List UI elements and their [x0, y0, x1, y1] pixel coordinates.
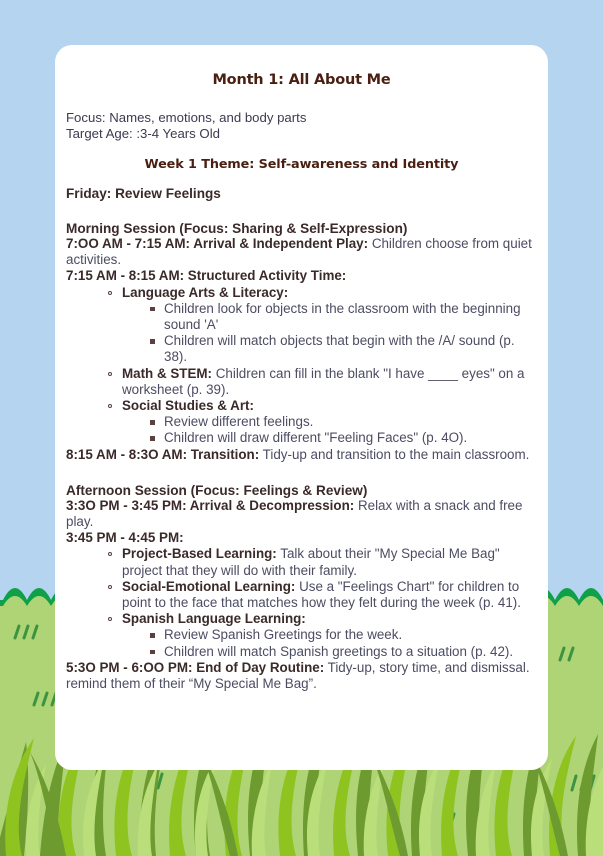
- activity-sublist-item: Children will match objects that begin with the /A/ sound (p. 38).: [150, 333, 539, 365]
- meta-block: [64, 110, 539, 141]
- activity-sublist: [122, 414, 539, 446]
- activity-detail: Children can fill in the blank "I have ____ eyes" on a worksheet (p. 39).: [122, 365, 525, 397]
- activity-detail: Use a "Feelings Chart" for children to point to the face that matches how they felt during the week (p. 41).: [122, 578, 521, 611]
- week-theme: Week 1 Theme: Self-awareness and Identity: [144, 157, 459, 172]
- focus-line: Focus: Names, emotions, and body parts: [66, 110, 307, 125]
- activity-subject: Math & STEM:: [122, 365, 213, 381]
- activity-list: [64, 285, 539, 447]
- schedule-entry-time: 7:OO AM - 7:15 AM: Arrival & Independent Play:: [66, 236, 369, 251]
- activity-list-item: [108, 366, 539, 398]
- schedule-entry: [66, 530, 539, 546]
- activity-subject: Social Studies & Art:: [122, 398, 254, 414]
- activity-sublist-item: Children look for objects in the classroom with the beginning sound 'A': [150, 301, 539, 333]
- sessions-container: [64, 221, 539, 692]
- activity-sublist-item: Children will draw different "Feeling Faces" (p. 4O).: [150, 430, 539, 446]
- activity-list-item: [108, 546, 539, 578]
- schedule-entry-time: 8:15 AM - 8:3O AM: Transition:: [66, 446, 260, 462]
- activity-subject: Social-Emotional Learning:: [122, 578, 296, 594]
- schedule-entry: [66, 268, 539, 284]
- day-title: Friday: Review Feelings: [66, 186, 221, 201]
- activity-list: [64, 546, 539, 659]
- page-title: Month 1: All About Me: [212, 72, 391, 88]
- document-card: [55, 45, 548, 770]
- schedule-entry-detail: Tidy-up and transition to the main classroom.: [259, 446, 530, 462]
- schedule-entry: [66, 660, 539, 692]
- activity-subject: Language Arts & Literacy:: [122, 284, 289, 300]
- schedule-entry-time: 3:3O PM - 3:45 PM: Arrival & Decompression:: [66, 497, 355, 513]
- schedule-entry-detail: Tidy-up, story time, and dismissal. remind them of their “My Special Me Bag”.: [66, 659, 530, 692]
- schedule-entry: [66, 236, 539, 268]
- session-heading: Afternoon Session (Focus: Feelings & Review): [66, 482, 368, 498]
- activity-sublist: [122, 301, 539, 366]
- activity-sublist-item: Review different feelings.: [150, 414, 539, 430]
- session-heading: Morning Session (Focus: Sharing & Self-Expression): [66, 221, 408, 236]
- activity-sublist-item: Children will match Spanish greetings to a situation (p. 42).: [150, 644, 539, 660]
- schedule-entry: [66, 498, 539, 530]
- activity-list-item: [108, 611, 539, 660]
- schedule-entry: [66, 447, 539, 463]
- schedule-entry-detail: Children choose from quiet activities.: [66, 236, 532, 268]
- activity-list-item: [108, 285, 539, 366]
- activity-subject: Project-Based Learning:: [122, 546, 277, 562]
- schedule-entry-detail: Relax with a snack and free play.: [66, 497, 523, 530]
- activity-detail: Talk about their "My Special Me Bag" project that they will do with their family.: [122, 546, 500, 578]
- target-age-line: Target Age: :3-4 Years Old: [66, 125, 220, 141]
- activity-sublist: [122, 627, 539, 659]
- schedule-entry-time: 5:3O PM - 6:OO PM: End of Day Routine:: [66, 659, 325, 675]
- activity-sublist-item: Review Spanish Greetings for the week.: [150, 627, 539, 643]
- activity-subject: Spanish Language Learning:: [122, 611, 306, 627]
- activity-list-item: [108, 398, 539, 447]
- schedule-entry-time: 7:15 AM - 8:15 AM: Structured Activity Time:: [66, 268, 347, 284]
- activity-list-item: [108, 579, 539, 611]
- schedule-entry-time: 3:45 PM - 4:45 PM:: [66, 530, 184, 546]
